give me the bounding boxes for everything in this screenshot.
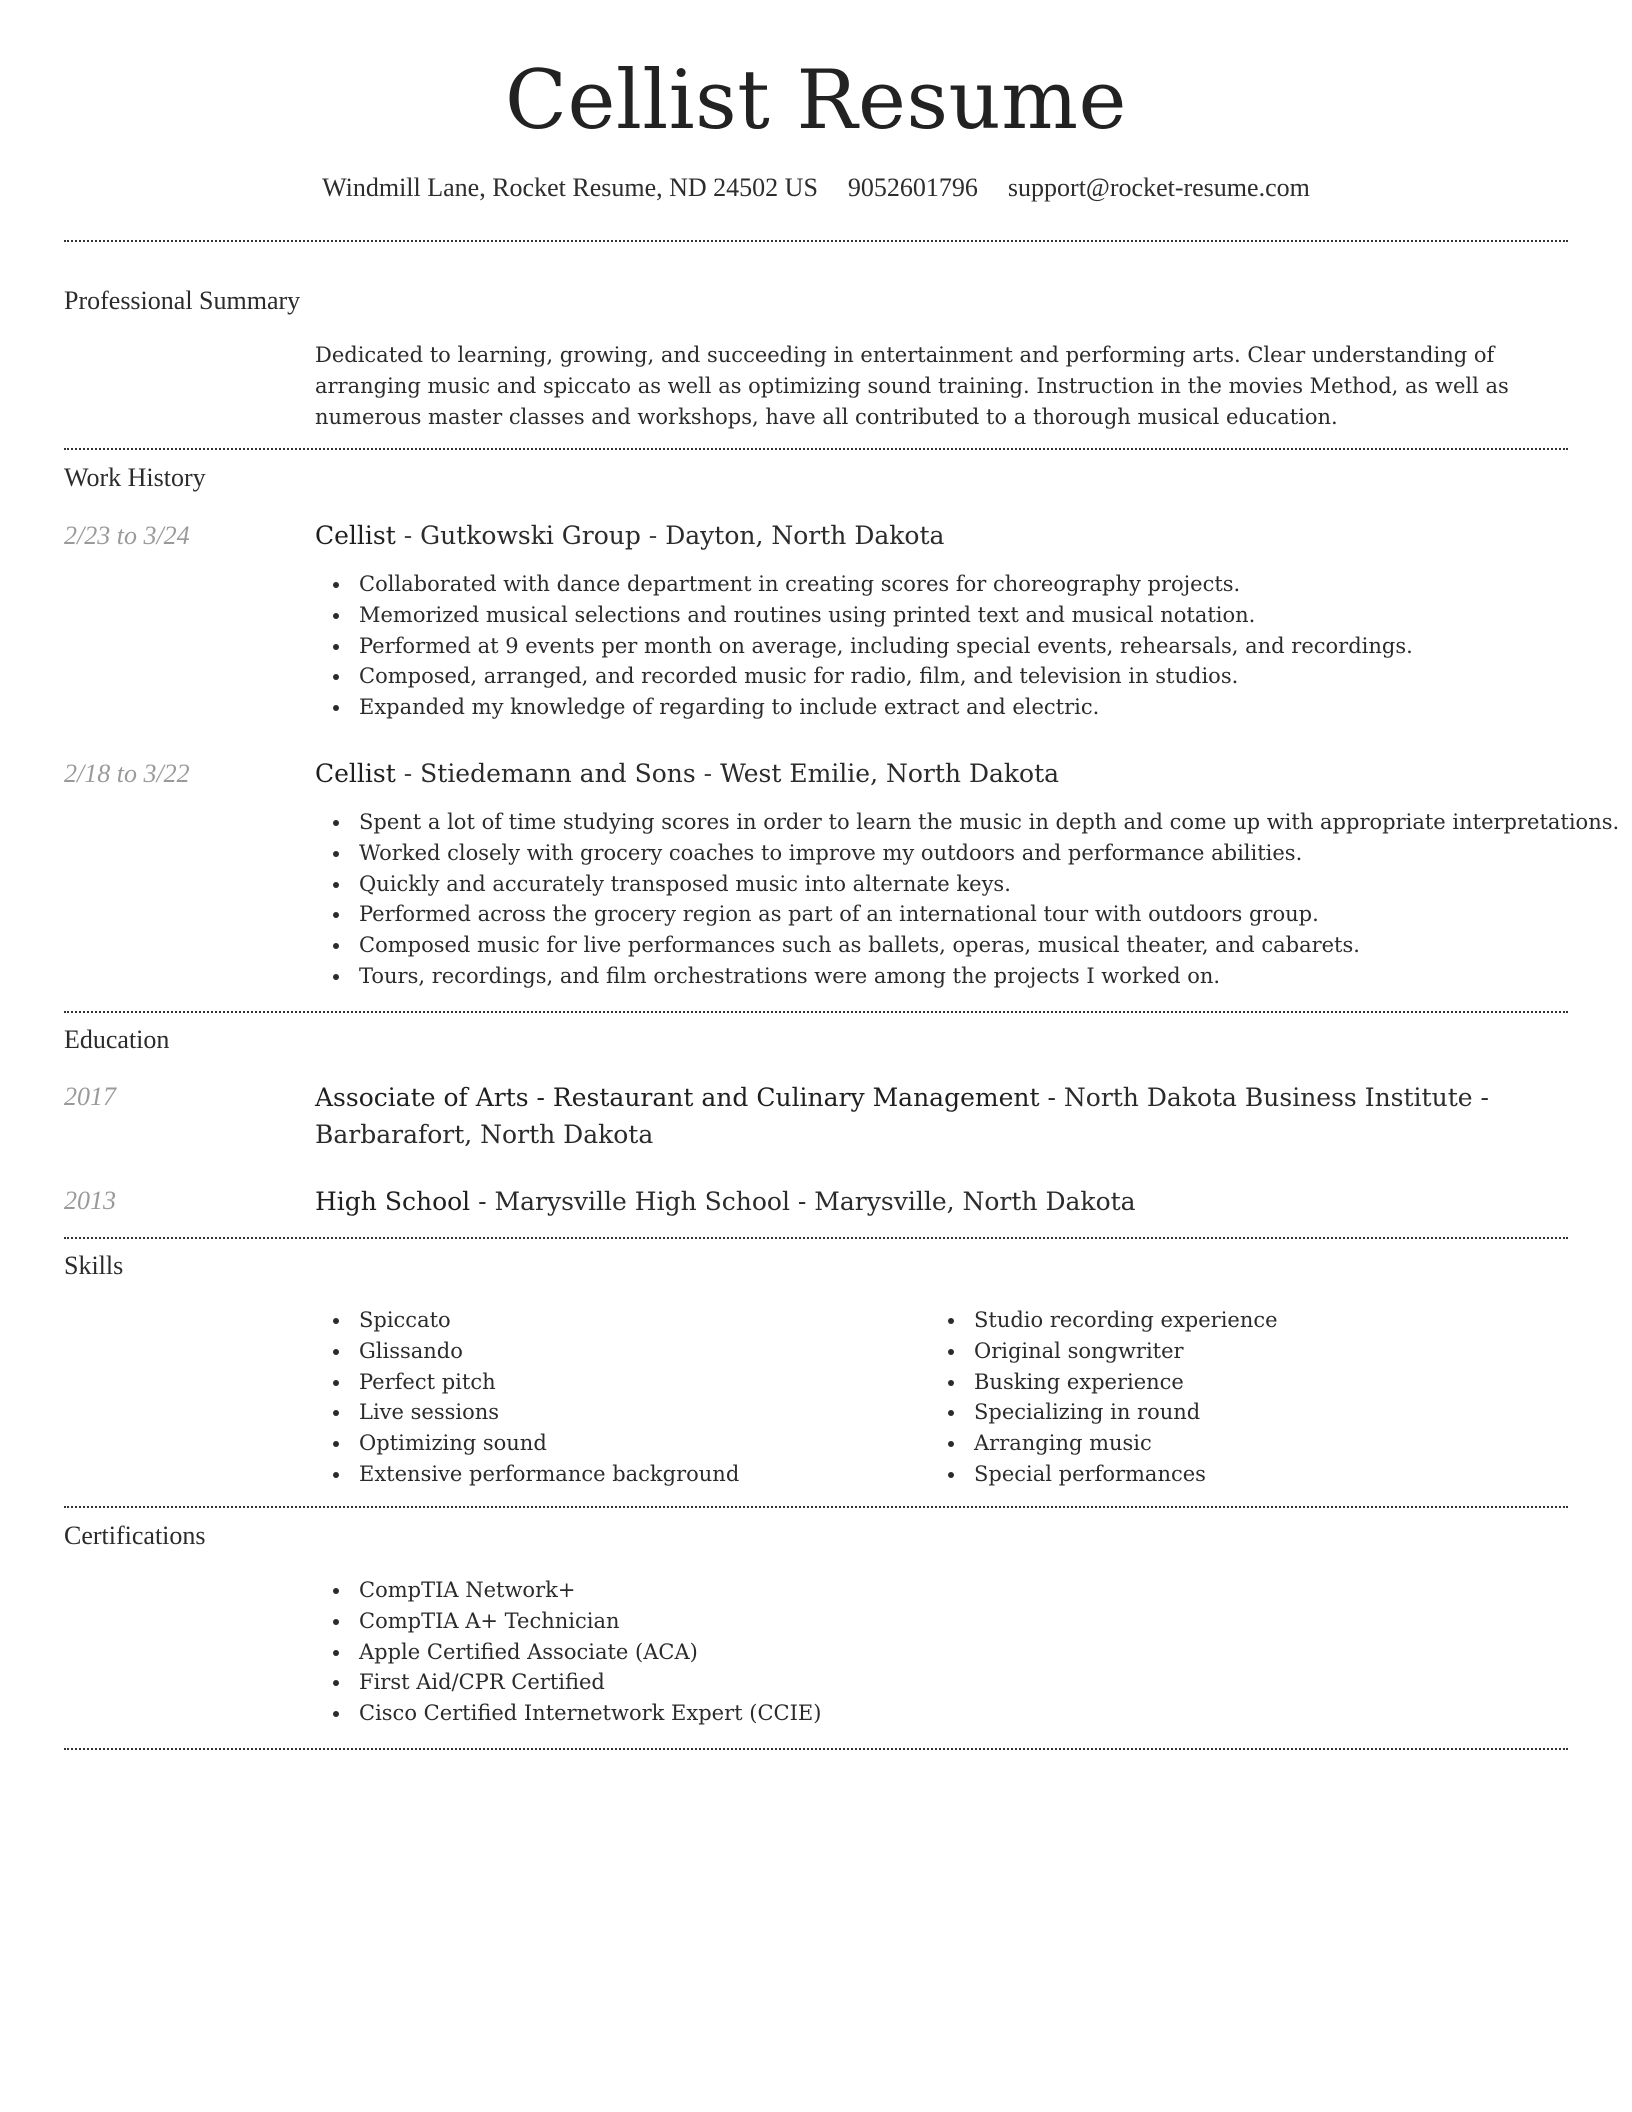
summary-text: Dedicated to learning, growing, and succeeding in entertainment and performing arts. Clear understanding of arranging music and spiccato as well as optimizing sound training. Instruction in the movies Method, as well as numerous master classes and workshops, have all contributed to a thorough musical education. <box>315 343 1509 429</box>
certification-item: CompTIA Network+ <box>359 1575 1609 1606</box>
section-title-work-history: Work History <box>64 463 206 492</box>
skill-item: Special performances <box>974 1459 1534 1490</box>
education-entry <box>315 1183 1495 1220</box>
contact-phone: 9052601796 <box>847 173 978 202</box>
skill-item: Original songwriter <box>974 1336 1534 1367</box>
job-bullet: Composed music for live performances such as ballets, operas, musical theater, and cabarets. <box>359 930 1609 961</box>
certification-item: First Aid/CPR Certified <box>359 1667 1609 1698</box>
job-bullet: Performed at 9 events per month on average, including special events, rehearsals, and recordings. <box>359 631 1609 662</box>
section-title-summary: Professional Summary <box>64 286 301 315</box>
certification-item: Apple Certified Associate (ACA) <box>359 1637 1609 1668</box>
job-bullet: Spent a lot of time studying scores in order to learn the music in depth and come up with appropriate interpretations. <box>359 807 1609 838</box>
skill-item: Specializing in round <box>974 1397 1534 1428</box>
education-school: - Marysville High School - Marysville, North Dakota <box>470 1187 1136 1216</box>
job-bullet: Composed, arranged, and recorded music for radio, film, and television in studios. <box>359 661 1609 692</box>
divider-skills <box>64 1506 1568 1508</box>
job-role: Cellist <box>315 759 396 788</box>
education-location: Barbarafort, North Dakota <box>315 1120 654 1149</box>
job-bullet: Quickly and accurately transposed music into alternate keys. <box>359 869 1609 900</box>
job-bullet: Collaborated with dance department in creating scores for choreography projects. <box>359 569 1609 600</box>
skill-item: Optimizing sound <box>359 1428 919 1459</box>
skill-item: Extensive performance background <box>359 1459 919 1490</box>
skill-item: Glissando <box>359 1336 919 1367</box>
skill-item: Studio recording experience <box>974 1305 1534 1336</box>
skill-item: Spiccato <box>359 1305 919 1336</box>
divider-work <box>64 1011 1568 1013</box>
job-title: Cellist - Gutkowski Group - Dayton, North Dakota <box>315 521 945 550</box>
certifications-list <box>315 1575 1609 1729</box>
section-title-skills: Skills <box>64 1251 124 1280</box>
skills-list-right <box>930 1305 1534 1490</box>
skill-item: Live sessions <box>359 1397 919 1428</box>
contact-address: Windmill Lane, Rocket Resume, ND 24502 US <box>322 173 818 202</box>
section-title-education: Education <box>64 1025 170 1054</box>
job-location: Dayton, North Dakota <box>665 521 945 550</box>
skills-list-left <box>315 1305 919 1490</box>
job-bullet: Memorized musical selections and routines using printed text and musical notation. <box>359 600 1609 631</box>
education-degree: Associate of Arts - Restaurant and Culinary Management <box>315 1083 1040 1112</box>
job-role: Cellist <box>315 521 396 550</box>
job-bullet: Expanded my knowledge of regarding to include extract and electric. <box>359 692 1609 723</box>
job-bullet-list <box>315 569 1609 723</box>
certification-item: Cisco Certified Internetwork Expert (CCIE) <box>359 1698 1609 1729</box>
skill-item: Perfect pitch <box>359 1367 919 1398</box>
education-school: - North Dakota Business Institute - <box>1039 1083 1489 1112</box>
job-bullet-list <box>315 807 1620 992</box>
job-dates: 2/18 to 3/22 <box>64 759 190 788</box>
contact-email[interactable]: support@rocket-resume.com <box>1007 173 1310 202</box>
job-bullet: Worked closely with grocery coaches to improve my outdoors and performance abilities. <box>359 838 1609 869</box>
education-entry <box>315 1079 1495 1153</box>
skill-item: Arranging music <box>974 1428 1534 1459</box>
education-year: 2013 <box>64 1186 116 1215</box>
education-degree: High School <box>315 1187 471 1216</box>
divider-certifications <box>64 1748 1568 1750</box>
divider-header <box>64 240 1568 242</box>
job-company: Gutkowski Group <box>420 521 641 550</box>
skill-item: Busking experience <box>974 1367 1534 1398</box>
education-year: 2017 <box>64 1082 116 1111</box>
divider-education <box>64 1237 1568 1239</box>
job-dates: 2/23 to 3/24 <box>64 521 190 550</box>
job-company: Stiedemann and Sons <box>420 759 696 788</box>
job-location: West Emilie, North Dakota <box>720 759 1060 788</box>
job-title: Cellist - Stiedemann and Sons - West Emilie, North Dakota <box>315 759 1060 788</box>
job-bullet: Tours, recordings, and film orchestrations were among the projects I worked on. <box>359 961 1609 992</box>
certification-item: CompTIA A+ Technician <box>359 1606 1609 1637</box>
job-bullet: Performed across the grocery region as part of an international tour with outdoors group. <box>359 899 1609 930</box>
contact-line <box>0 170 1632 206</box>
divider-summary <box>64 448 1568 450</box>
resume-name-heading: Cellist Resume <box>505 54 1127 148</box>
section-title-certifications: Certifications <box>64 1521 206 1550</box>
